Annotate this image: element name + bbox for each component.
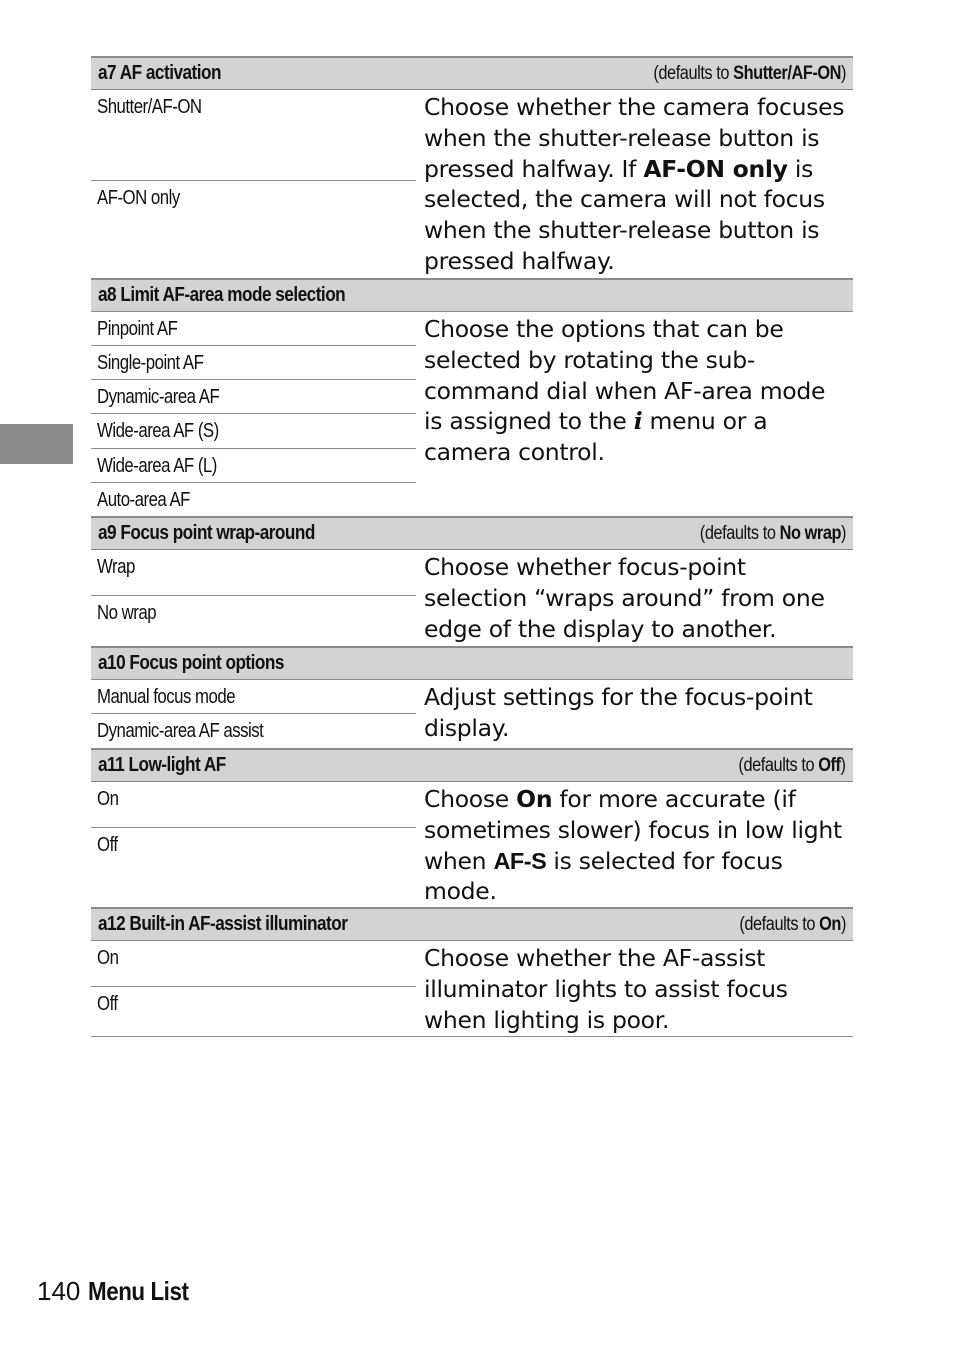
default-note: (defaults to On): [739, 913, 846, 935]
section-header-a10: [91, 646, 853, 680]
section-body-a9: [91, 550, 853, 646]
default-note: (defaults to No wrap): [699, 522, 846, 544]
default-note: (defaults to Off): [738, 754, 846, 776]
option-item: Pinpoint AF: [91, 312, 416, 346]
option-item: Wrap: [91, 550, 416, 596]
section-body-a12: [91, 941, 853, 1037]
page-number: 140: [37, 1276, 81, 1306]
option-item: On: [91, 941, 416, 987]
option-item: Manual focus mode: [91, 680, 416, 714]
option-description: Choose On for more accurate (if sometimes slower) focus in low light when AF-S is selected for focus mode.: [424, 785, 842, 906]
option-item: Wide-area AF (L): [91, 449, 416, 483]
option-description: Choose the options that can be selected by rotating the sub-command dial when AF-area mode is assigned to the i menu or a camera control.: [424, 315, 826, 467]
option-description: Choose whether the camera focuses when the shutter-release button is pressed halfway. If AF-ON only is selected, the camera will not focus when the shutter-release button is pressed halfway.: [424, 93, 845, 275]
footer-title: Menu List: [88, 1276, 189, 1306]
section-header-a12: [91, 907, 853, 941]
option-item: Wide-area AF (S): [91, 414, 416, 449]
option-item: Auto-area AF: [97, 489, 190, 511]
section-body-a10: [91, 680, 853, 748]
section-header-a8: [91, 278, 853, 312]
option-item: On: [91, 782, 416, 828]
menu-table: [91, 56, 853, 1037]
option-item: Off: [97, 993, 118, 1016]
section-title: a9 Focus point wrap-around: [98, 522, 315, 544]
option-item: No wrap: [97, 602, 157, 624]
option-item: Dynamic-area AF: [91, 380, 416, 414]
page-footer: [37, 1276, 205, 1307]
option-item: Shutter/AF-ON: [91, 90, 416, 181]
option-description: Choose whether the AF-assist illuminator lights to assist focus when lighting is poor.: [424, 944, 788, 1034]
section-title: a11 Low-light AF: [98, 754, 226, 776]
section-header-a11: [91, 748, 853, 782]
section-header-a7: [91, 56, 853, 90]
section-body-a11: [91, 782, 853, 907]
option-item: AF-ON only: [97, 187, 180, 209]
section-title: a7 AF activation: [98, 62, 222, 84]
section-title: a10 Focus point options: [98, 652, 284, 674]
section-title: a8 Limit AF-area mode selection: [98, 284, 346, 306]
section-tab-marker: [0, 424, 73, 464]
option-item: Dynamic-area AF assist: [97, 720, 264, 742]
option-description: Adjust settings for the focus-point display.: [424, 683, 813, 742]
section-body-a8: [91, 312, 853, 516]
default-note: (defaults to Shutter/AF-ON): [653, 62, 846, 84]
option-item: Off: [97, 834, 118, 856]
section-body-a7: [91, 90, 853, 278]
section-title: a12 Built-in AF-assist illuminator: [98, 913, 348, 936]
section-header-a9: [91, 516, 853, 550]
option-description: Choose whether focus-point selection “wraps around” from one edge of the display to another.: [424, 553, 825, 643]
i-menu-icon: i: [633, 407, 643, 436]
option-item: Single-point AF: [91, 346, 416, 380]
